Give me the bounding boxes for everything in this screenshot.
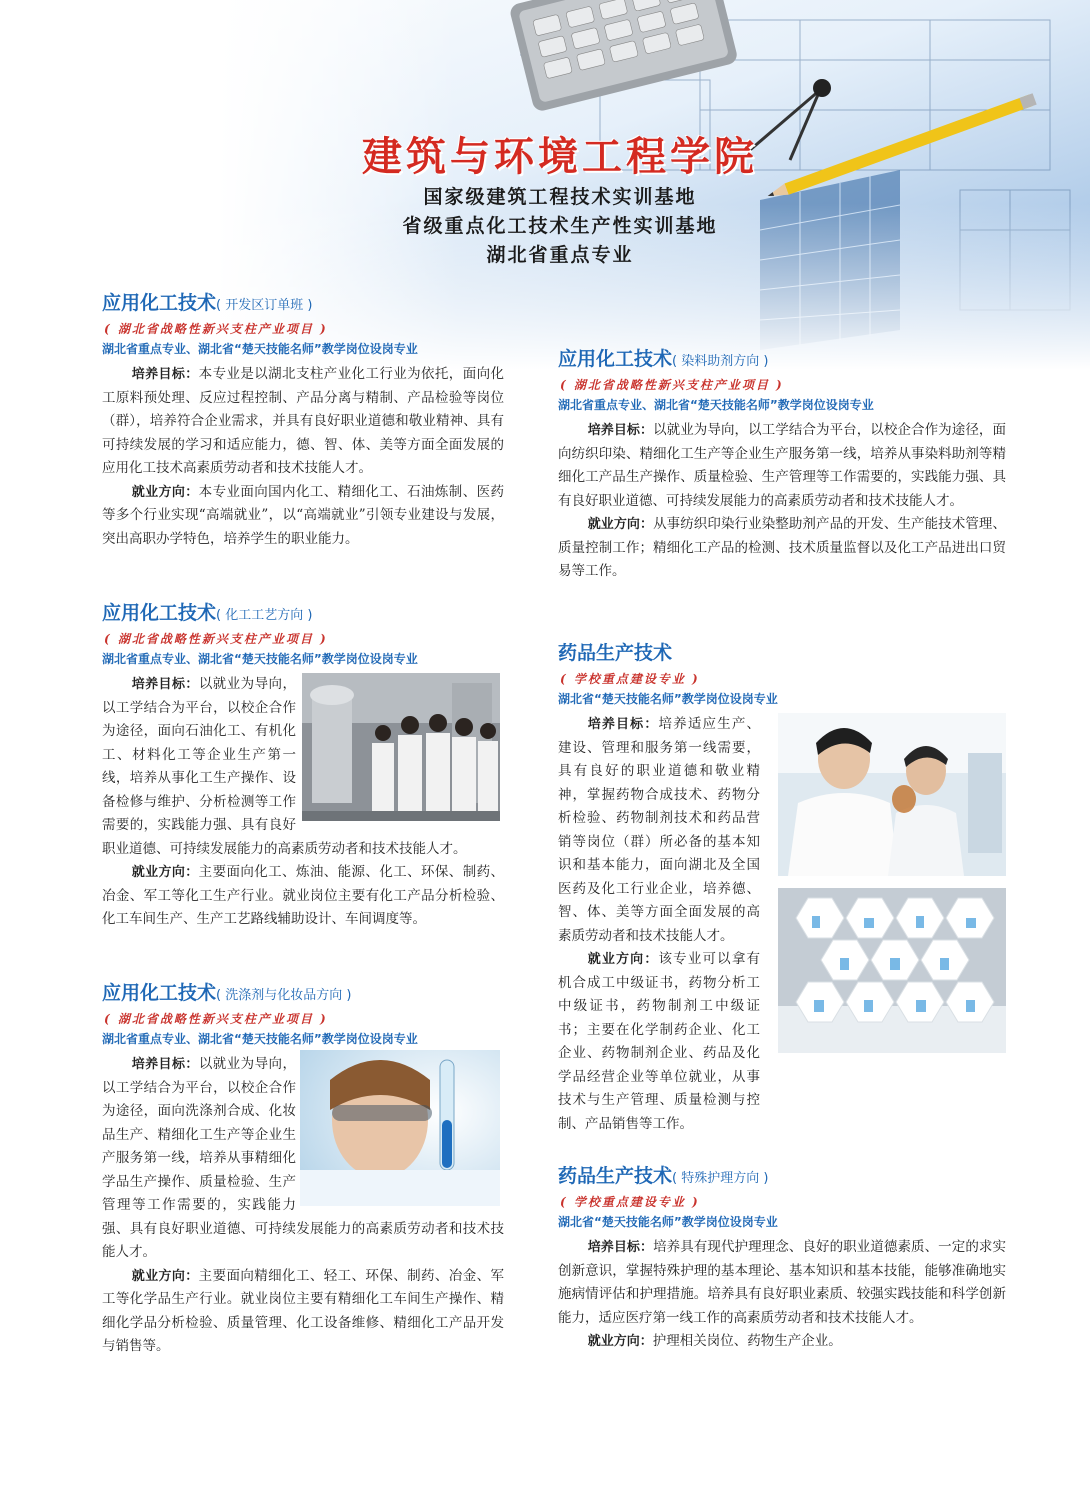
job-text: 主要面向化工、炼油、能源、化工、环保、制药、冶金、军工等化工生产行业。就业岗位主要有化工产品分析检验、化工车间生产、生产工艺路线辅助设计、车间调度等。	[102, 864, 504, 927]
goal-text: 以就业为导向，以工学结合为平台，以校企合作为途径，面向洗涤剂合成、化妆品生产、精细化工生产等企业生产服务第一线，培养从事精细化学品生产操作、质量检验、生产管理等工作需要的，实践能力强、具有良好职业道德、可持续发展能力的高素质劳动者和技术技能人才。	[102, 1056, 504, 1260]
training-goal	[558, 419, 1006, 513]
section-tag: ( 湖北省战略性新兴支柱产业项目 )	[560, 378, 784, 392]
lab-researcher-photo	[300, 1050, 500, 1206]
section-subtitle: ( 洗涤剂与化妆品方向 )	[216, 988, 352, 1003]
job-text: 护理相关岗位、药物生产企业。	[652, 1333, 842, 1349]
section-note: 湖北省“楚天技能名师”教学岗位设岗专业	[558, 692, 778, 706]
section-heading	[558, 640, 1006, 669]
job-text: 从事纺织印染行业染整助剂产品的开发、生产能技术管理、质量控制工作；精细化工产品的检测、技术质量监督以及化工产品进出口贸易等工作。	[558, 516, 1006, 579]
section-title: 应用化工技术	[102, 982, 217, 1004]
goal-label: 培养目标：	[131, 1057, 199, 1072]
section-heading	[558, 1163, 1006, 1192]
section-title: 药品生产技术	[558, 1165, 673, 1187]
goal-text: 以就业为导向，以工学结合为平台，以校企合作为途径，面向纺织印染、精细化工生产等企业生产服务第一线，培养从事染料助剂等精细化工产品生产操作、质量检验、生产管理等工作需要的，实践能力强、具有良好职业道德、可持续发展能力的高素质劳动者和技术技能人才。	[558, 422, 1006, 509]
job-text: 主要面向精细化工、轻工、环保、制药、冶金、军工等化学品生产行业。就业岗位主要有精细化工车间生产操作、精细化学品分析检验、质量管理、化工设备维修、精细化工产品开发与销售等。	[102, 1267, 504, 1354]
hexagon-display-photo	[778, 888, 1006, 1053]
goal-text: 培养适应生产、建设、管理和服务第一线需要，具有良好的职业道德和敬业精神，掌握药物合成技术、药物分析检验、药物制剂技术和药品营销等岗位（群）所必备的基本知识和基本能力，面向湖北及全国医药及化工行业企业，培养德、智、体、美等方面全面发展的高素质劳动者和技术技能人才。	[558, 716, 760, 944]
training-goal	[102, 363, 504, 481]
job-label: 就业方向：	[587, 1334, 653, 1349]
section-subtitle: ( 特殊护理方向 )	[672, 1171, 769, 1186]
section-note: 湖北省重点专业、湖北省“楚天技能名师”教学岗位设岗专业	[102, 652, 418, 666]
section-subtitle: ( 开发区订单班 )	[216, 298, 313, 313]
section-heading	[102, 290, 504, 319]
section-tag: ( 湖北省战略性新兴支柱产业项目 )	[104, 322, 328, 336]
header-line-1: 国家级建筑工程技术实训基地	[423, 186, 697, 208]
section-note: 湖北省“楚天技能名师”教学岗位设岗专业	[558, 1215, 778, 1229]
pharma-lab-photo	[778, 713, 1006, 876]
section-note: 湖北省重点专业、湖北省“楚天技能名师”教学岗位设岗专业	[102, 1032, 418, 1046]
job-label: 就业方向：	[131, 484, 199, 500]
employment	[102, 1265, 504, 1359]
header-line-3: 湖北省重点专业	[486, 244, 634, 266]
header-subtitles	[300, 183, 820, 270]
section-title: 药品生产技术	[558, 642, 673, 664]
section-tag: ( 湖北省战略性新兴支柱产业项目 )	[104, 1012, 328, 1026]
employment	[558, 513, 1006, 584]
section-title: 应用化工技术	[558, 348, 673, 370]
section-tag: ( 学校重点建设专业 )	[560, 672, 700, 686]
job-label: 就业方向：	[131, 1268, 199, 1284]
goal-label: 培养目标：	[131, 677, 199, 692]
section-subtitle: ( 染料助剂方向 )	[672, 354, 769, 369]
page-title: 建筑与环境工程学院	[362, 133, 758, 180]
section-title: 应用化工技术	[102, 292, 217, 314]
job-label: 就业方向：	[587, 517, 654, 532]
section-heading	[102, 600, 504, 629]
section-title: 应用化工技术	[102, 602, 217, 624]
employment	[102, 481, 504, 552]
section-dye	[558, 346, 1006, 584]
goal-text: 培养具有现代护理理念、良好的职业道德素质、一定的求实创新意识，掌握特殊护理的基本理论、基本知识和基本技能，能够准确地实施病情评估和护理措施。培养具有良好职业素质、较强实践技能和科学创新能力，适应医疗第一线工作的高素质劳动者和技术技能人才。	[558, 1239, 1006, 1326]
job-label: 就业方向：	[131, 865, 199, 880]
section-heading	[102, 980, 504, 1009]
lab-group-photo	[302, 673, 500, 821]
section-heading	[558, 346, 1006, 375]
goal-label: 培养目标：	[587, 717, 659, 732]
training-goal	[558, 1236, 1006, 1330]
section-note: 湖北省重点专业、湖北省“楚天技能名师”教学岗位设岗专业	[102, 342, 418, 356]
goal-label: 培养目标：	[131, 367, 199, 382]
section-chem-order	[102, 290, 504, 551]
goal-text: 以就业为导向，以工学结合为平台，以校企合作为途径，面向石油化工、有机化工、材料化工等企业生产第一线，培养从事化工生产操作、设备检修与维护、分析检测等工作需要的，实践能力强、具有良好职业道德、可持续发展能力的高素质劳动者和技术技能人才。	[102, 676, 467, 857]
section-nursing	[558, 1163, 1006, 1354]
goal-label: 培养目标：	[587, 423, 654, 438]
job-text: 本专业面向国内化工、精细化工、石油炼制、医药等多个行业实现“高端就业”，以“高端就业”引领专业建设与发展，突出高职办学特色，培养学生的职业能力。	[102, 483, 504, 547]
employment	[558, 1330, 1006, 1354]
job-text: 该专业可以拿有机合成工中级证书，药物分析工中级证书，药物制剂工中级证书；主要在化学制药企业、化工企业、药物制剂企业、药品及化学品经营企业等单位就业，从事技术与生产管理、质量检测与控制、产品销售等工作。	[558, 951, 760, 1132]
section-note: 湖北省重点专业、湖北省“楚天技能名师”教学岗位设岗专业	[558, 398, 874, 412]
employment	[102, 861, 504, 932]
goal-label: 培养目标：	[587, 1240, 654, 1255]
job-label: 就业方向：	[587, 952, 659, 967]
section-subtitle: ( 化工工艺方向 )	[216, 608, 313, 623]
goal-text: 本专业是以湖北支柱产业化工行业为依托，面向化工原料预处理、反应过程控制、产品分离与精制、产品检验等岗位（群），培养符合企业需求，并具有良好职业道德和敬业精神、具有可持续发展的学习和适应能力，德、智、体、美等方面全面发展的应用化工技术高素质劳动者和技术技能人才。	[102, 366, 504, 476]
section-tag: ( 湖北省战略性新兴支柱产业项目 )	[104, 632, 328, 646]
section-tag: ( 学校重点建设专业 )	[560, 1195, 700, 1209]
header-line-2: 省级重点化工技术生产性实训基地	[402, 215, 718, 237]
